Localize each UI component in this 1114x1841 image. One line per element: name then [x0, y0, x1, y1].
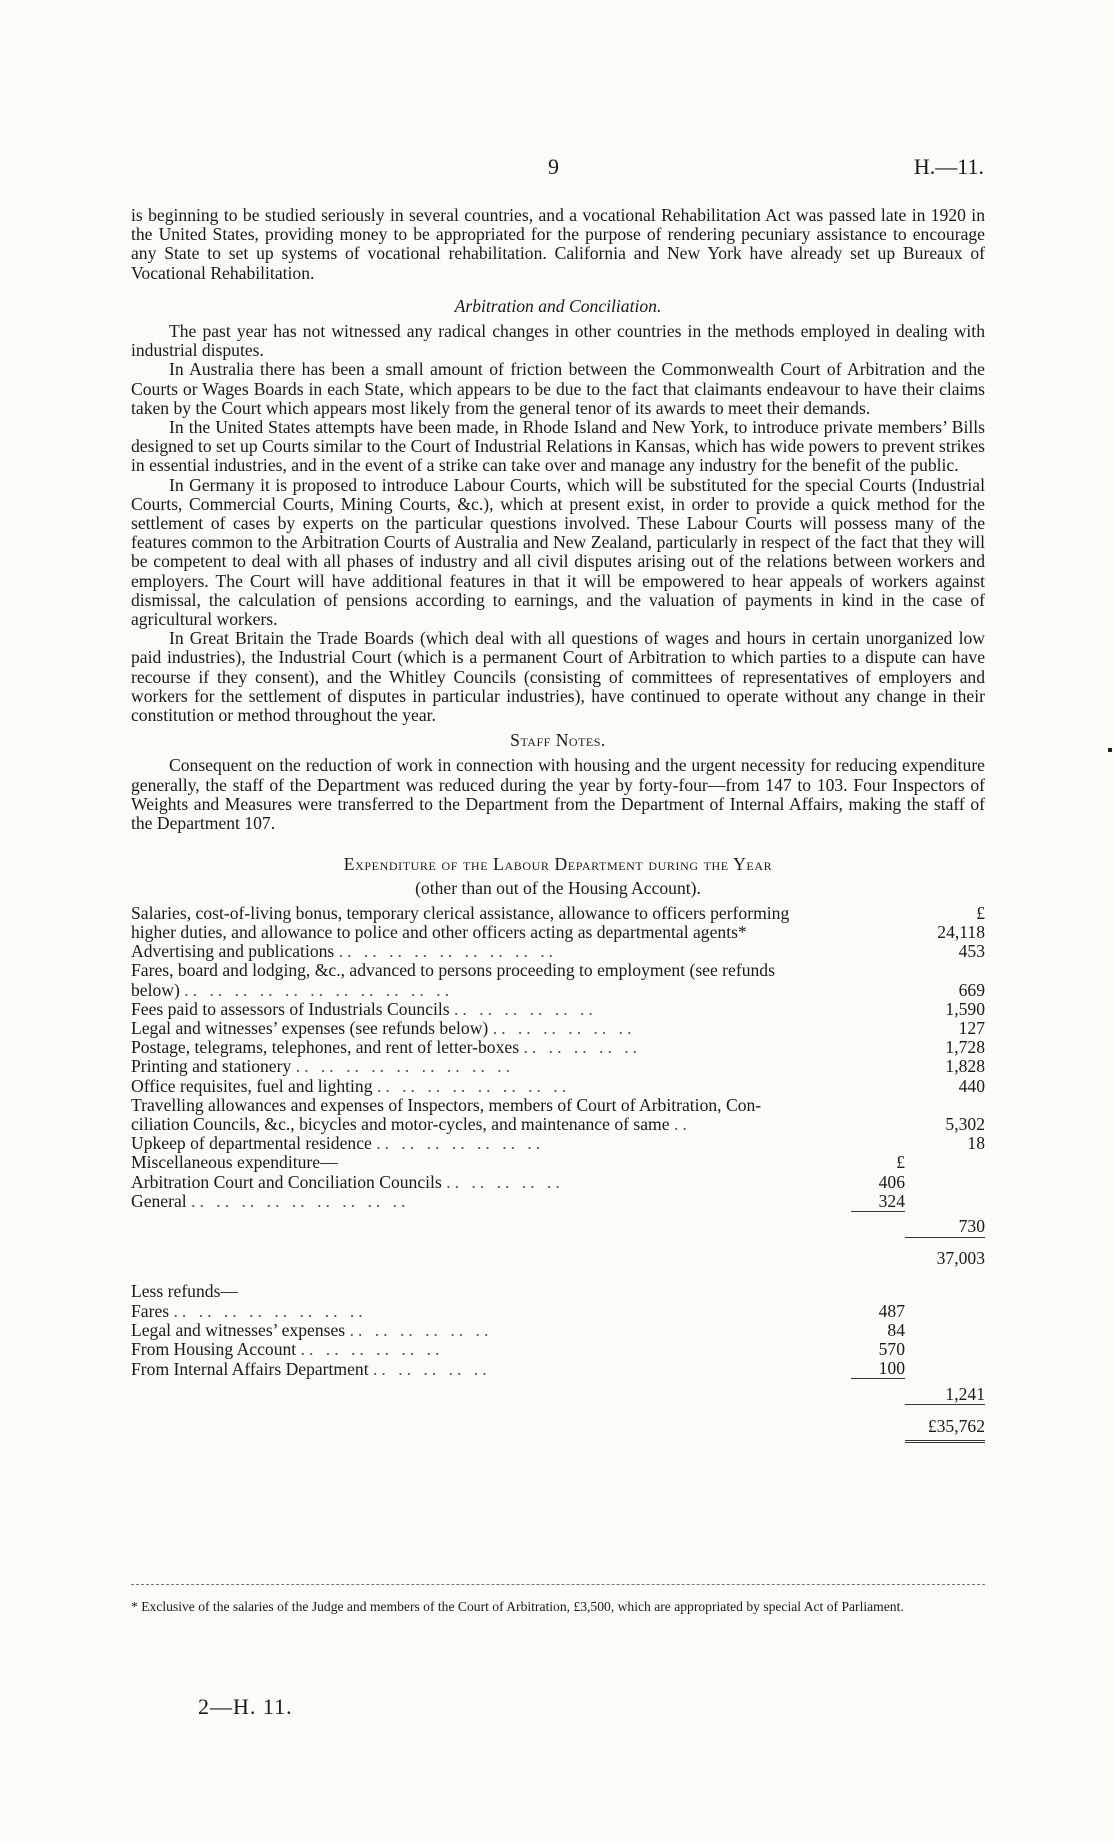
row-label-continued: ciliation Councils, &c., bicycles and motor-cycles, and maintenance of same — [131, 1113, 670, 1134]
row-amount: 127 — [958, 1017, 985, 1038]
row-amount: 1,728 — [945, 1037, 985, 1058]
table-row — [131, 1379, 985, 1405]
paragraph: In the United States attempts have been made, in Rhode Island and New York, to introduce private members’ Bills designed to set up Courts similar to the Court of Industrial Relations in Kansas, which has wide powers to prevent strikes in essential industries, and in the event of a strike can take over and manage any industry for the benefit of the public. — [131, 417, 985, 476]
table-row — [131, 1405, 985, 1417]
scan-mark — [1108, 748, 1112, 752]
table-row — [131, 904, 985, 923]
row-label: Postage, telegrams, telephones, and rent of letter-boxes — [131, 1037, 520, 1058]
misc-item-label: Arbitration Court and Conciliation Councils — [131, 1171, 442, 1192]
refunds-label: Less refunds— — [131, 1281, 239, 1302]
gross-total: 37,003 — [936, 1248, 985, 1269]
row-amount: 453 — [958, 941, 985, 962]
refund-item-amount: 487 — [878, 1300, 905, 1321]
refunds-total: 1,241 — [945, 1383, 985, 1404]
paragraph: In Germany it is proposed to introduce Labour Courts, which will be substituted for the special Courts (Industrial Courts, Commercial Courts, Mining Courts, &c.), which at present exist, in order to provide a quick method for the settlement of cases by experts on the particular questions involved. These Labour Courts will possess many of the features common to the Arbitration Courts of Australia and New Zealand, particularly in respect of the fact that they will be competent to deal with all phases of industry and all civil disputes arising out of the relations between workers and employers. The Court will have additional features in that it will be empowered to hear appeals of workers against dismissal, the calculation of pensions according to earnings, and the valuation of payments in kind in the case of agricultural workers. — [131, 474, 985, 630]
table-row: Postage, telegrams, telephones, and rent of letter-boxes .. .. .. .. .. 1,728 — [131, 1037, 985, 1058]
paragraph: The past year has not witnessed any radical changes in other countries in the methods employed in dealing with industrial disputes. — [131, 321, 985, 361]
document-reference: H.—11. — [913, 154, 984, 179]
table-row — [131, 1249, 985, 1268]
row-label-continued: below) — [131, 979, 180, 1000]
currency-symbol: £ — [976, 902, 985, 923]
table-row — [131, 1211, 985, 1237]
table-row: Fees paid to assessors of Industrials Councils .. .. .. .. .. .. 1,590 — [131, 998, 985, 1019]
table-row — [131, 1282, 985, 1301]
page-header — [0, 154, 1114, 182]
table-row: ciliation Councils, &c., bicycles and motor-cycles, and maintenance of same .. 5,302 — [131, 1113, 985, 1134]
paragraph: In Australia there has been a small amount of friction between the Commonwealth Court of Arbitration and the Courts or Wages Boards in each State, which appears to be due to the fact that claimants endeavour to have their claims taken by the Court which appears most likely from the general tenor of its awards to meet their demands. — [131, 359, 985, 418]
refund-item-amount: 84 — [887, 1319, 905, 1340]
row-label: Fees paid to assessors of Industrials Councils — [131, 998, 450, 1019]
table-row: From Housing Account .. .. .. .. .. .. 570 — [131, 1338, 905, 1359]
net-total: £35,762 — [905, 1417, 985, 1442]
paragraph: In Great Britain the Trade Boards (which deal with all questions of wages and hours in certain unorganized low paid industries), the Industrial Court (which is a permanent Court of Arbitration to which parties to a dispute can have recourse if they consent), and the Whitley Councils (consisting of committees of representatives of employers and workers for the settlement of disputes in particular industries), have continued to operate without any change in their constitution or method throughout the year. — [131, 628, 985, 726]
row-amount: 669 — [958, 979, 985, 1000]
row-amount: 18 — [967, 1133, 985, 1154]
misc-total: 730 — [958, 1216, 985, 1237]
table-row — [131, 1237, 985, 1249]
table-row: below) .. .. .. .. .. .. .. .. .. .. .. 669 — [131, 979, 985, 1000]
expenditure-subtitle: (other than out of the Housing Account). — [415, 877, 701, 898]
row-label: Advertising and publications — [131, 941, 335, 962]
row-amount: 24,118 — [937, 921, 985, 942]
currency-symbol: £ — [896, 1152, 905, 1173]
table-row: Upkeep of departmental residence .. .. .. .. .. .. .. 18 — [131, 1133, 985, 1154]
row-label: Fares, board and lodging, &c., advanced to persons proceeding to employment (see refunds — [131, 960, 775, 981]
expenditure-table — [131, 904, 985, 1443]
row-label: Travelling allowances and expenses of Inspectors, members of Court of Arbitration, Con- — [131, 1094, 762, 1115]
signature-mark: 2—H. 11. — [198, 1694, 293, 1719]
table-row: Arbitration Court and Conciliation Councils .. .. .. .. .. 406 — [131, 1171, 905, 1192]
misc-label: Miscellaneous expenditure— — [131, 1152, 338, 1173]
row-label-continued: higher duties, and allowance to police and other officers acting as departmental agents* — [131, 921, 747, 942]
row-amount: 1,828 — [945, 1056, 985, 1077]
misc-item-label: General — [131, 1191, 187, 1212]
table-row: Fares .. .. .. .. .. .. .. .. 487 — [131, 1300, 905, 1321]
row-amount: 5,302 — [945, 1113, 985, 1134]
row-amount: 1,590 — [945, 998, 985, 1019]
misc-item-amount: 324 — [878, 1190, 905, 1211]
row-label: Upkeep of departmental residence — [131, 1133, 372, 1154]
page-number: 9 — [548, 154, 559, 179]
refund-item-amount: 100 — [878, 1358, 905, 1379]
row-label: Office requisites, fuel and lighting — [131, 1075, 373, 1096]
paragraph: Consequent on the reduction of work in connection with housing and the urgent necessity for reducing expenditure generally, the staff of the Department was reduced during the year by forty-four—from 147 to 103. Four Inspectors of Weights and Measures were transferred to the Department from the Department of Internal Affairs, making the staff of the Department 107. — [131, 755, 985, 834]
footnote-divider — [131, 1584, 985, 1585]
table-row: General .. .. .. .. .. .. .. .. .. 324 — [131, 1190, 905, 1212]
refund-item-label: Fares — [131, 1300, 170, 1321]
refund-item-label: Legal and witnesses’ expenses — [131, 1319, 346, 1340]
document-body — [131, 206, 985, 1443]
table-row — [131, 1417, 985, 1442]
table-row: Printing and stationery .. .. .. .. .. .. .. .. .. 1,828 — [131, 1056, 985, 1077]
table-row — [131, 1268, 985, 1282]
section-heading-arbitration: Arbitration and Conciliation. — [454, 295, 662, 316]
row-label: Printing and stationery — [131, 1056, 292, 1077]
table-row — [131, 1153, 985, 1172]
refund-item-label: From Internal Affairs Department — [131, 1358, 369, 1379]
footnote: * Exclusive of the salaries of the Judge and members of the Court of Arbitration, £3,500, which are appropriated by special Act of Parliament. — [131, 1599, 904, 1614]
table-row — [131, 923, 985, 942]
expenditure-title: Expenditure of the Labour Department during the Year — [343, 854, 773, 875]
table-row: From Internal Affairs Department .. .. .. .. .. 100 — [131, 1358, 905, 1379]
refund-item-label: From Housing Account — [131, 1338, 297, 1359]
row-label: Legal and witnesses’ expenses (see refunds below) — [131, 1017, 489, 1038]
table-row: Advertising and publications .. .. .. .. .. .. .. .. .. 453 — [131, 941, 985, 962]
section-heading-staff: Staff Notes. — [510, 730, 606, 751]
refund-item-amount: 570 — [878, 1338, 905, 1359]
paragraph: is beginning to be studied seriously in several countries, and a vocational Rehabilitation Act was passed late in 1920 in the United States, providing money to be appropriated for the purpose of rendering pecuniary assistance to encourage any State to set up systems of vocational rehabilitation. California and New York have already set up Bureaux of Vocational Rehabilitation. — [131, 205, 985, 283]
table-row — [131, 1096, 985, 1115]
table-row: Legal and witnesses’ expenses (see refunds below) .. .. .. .. .. .. 127 — [131, 1017, 985, 1038]
misc-item-amount: 406 — [878, 1171, 905, 1192]
table-row — [131, 961, 985, 980]
row-amount: 440 — [958, 1075, 985, 1096]
table-row: Legal and witnesses’ expenses .. .. .. .. .. .. 84 — [131, 1319, 905, 1340]
row-label: Salaries, cost-of-living bonus, temporary clerical assistance, allowance to officers performing — [131, 902, 790, 923]
table-row: Office requisites, fuel and lighting .. .. .. .. .. .. .. .. 440 — [131, 1075, 985, 1096]
